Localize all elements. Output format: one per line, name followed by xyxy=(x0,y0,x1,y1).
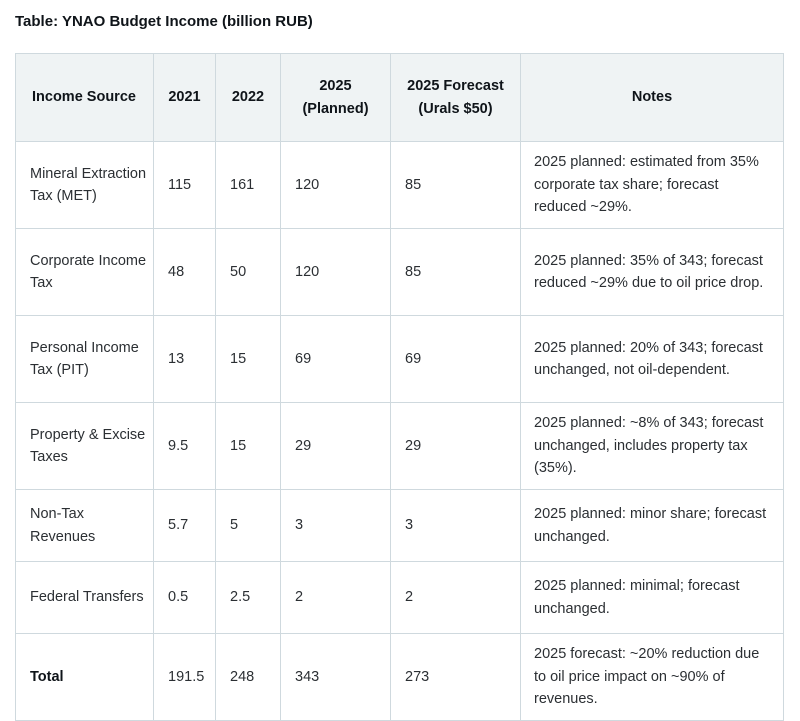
cell-2025-planned: 69 xyxy=(281,316,391,403)
cell-2025-planned: 29 xyxy=(281,403,391,490)
cell-2025-forecast: 3 xyxy=(391,490,521,562)
cell-2025-planned: 2 xyxy=(281,562,391,634)
cell-2021: 48 xyxy=(154,229,216,316)
cell-notes: 2025 planned: estimated from 35% corporate tax share; forecast reduced ~29%. xyxy=(521,142,784,229)
cell-2025-forecast: 69 xyxy=(391,316,521,403)
cell-2025-forecast: 85 xyxy=(391,142,521,229)
budget-income-table xyxy=(15,53,784,721)
cell-income-source: Corporate Income Tax xyxy=(16,229,154,316)
cell-2025-forecast: 273 xyxy=(391,634,521,721)
cell-2025-forecast: 2 xyxy=(391,562,521,634)
cell-2021: 13 xyxy=(154,316,216,403)
cell-income-source: Property & Excise Taxes xyxy=(16,403,154,490)
cell-notes: 2025 forecast: ~20% reduction due to oil price impact on ~90% of revenues. xyxy=(521,634,784,721)
table-row xyxy=(16,562,784,634)
cell-notes: 2025 planned: 20% of 343; forecast unchanged, not oil-dependent. xyxy=(521,316,784,403)
table-row xyxy=(16,490,784,562)
header-income-source: Income Source xyxy=(16,54,154,142)
cell-notes: 2025 planned: 35% of 343; forecast reduced ~29% due to oil price drop. xyxy=(521,229,784,316)
cell-income-source: Total xyxy=(16,634,154,721)
cell-income-source: Non-Tax Revenues xyxy=(16,490,154,562)
table-header-row xyxy=(16,54,784,142)
header-2025-planned: 2025 (Planned) xyxy=(281,54,391,142)
cell-notes: 2025 planned: minor share; forecast unchanged. xyxy=(521,490,784,562)
cell-2025-planned: 3 xyxy=(281,490,391,562)
header-2025-forecast: 2025 Forecast (Urals $50) xyxy=(391,54,521,142)
cell-income-source: Personal Income Tax (PIT) xyxy=(16,316,154,403)
header-2022: 2022 xyxy=(216,54,281,142)
cell-2022: 2.5 xyxy=(216,562,281,634)
table-row xyxy=(16,316,784,403)
cell-2021: 115 xyxy=(154,142,216,229)
table-row xyxy=(16,403,784,490)
cell-2025-forecast: 29 xyxy=(391,403,521,490)
cell-2025-planned: 120 xyxy=(281,142,391,229)
cell-income-source: Federal Transfers xyxy=(16,562,154,634)
cell-income-source: Mineral Extraction Tax (MET) xyxy=(16,142,154,229)
cell-2022: 15 xyxy=(216,316,281,403)
cell-2021: 9.5 xyxy=(154,403,216,490)
cell-2022: 50 xyxy=(216,229,281,316)
cell-2021: 191.5 xyxy=(154,634,216,721)
cell-2021: 0.5 xyxy=(154,562,216,634)
cell-notes: 2025 planned: ~8% of 343; forecast unchanged, includes property tax (35%). xyxy=(521,403,784,490)
cell-2025-planned: 120 xyxy=(281,229,391,316)
cell-2025-forecast: 85 xyxy=(391,229,521,316)
cell-2022: 248 xyxy=(216,634,281,721)
table-title: Table: YNAO Budget Income (billion RUB) xyxy=(15,13,313,30)
header-notes: Notes xyxy=(521,54,784,142)
table-row xyxy=(16,142,784,229)
cell-2025-planned: 343 xyxy=(281,634,391,721)
table-row xyxy=(16,229,784,316)
cell-2021: 5.7 xyxy=(154,490,216,562)
cell-notes: 2025 planned: minimal; forecast unchanged. xyxy=(521,562,784,634)
header-2021: 2021 xyxy=(154,54,216,142)
cell-2022: 5 xyxy=(216,490,281,562)
cell-2022: 161 xyxy=(216,142,281,229)
cell-2022: 15 xyxy=(216,403,281,490)
table-row-total xyxy=(16,634,784,721)
